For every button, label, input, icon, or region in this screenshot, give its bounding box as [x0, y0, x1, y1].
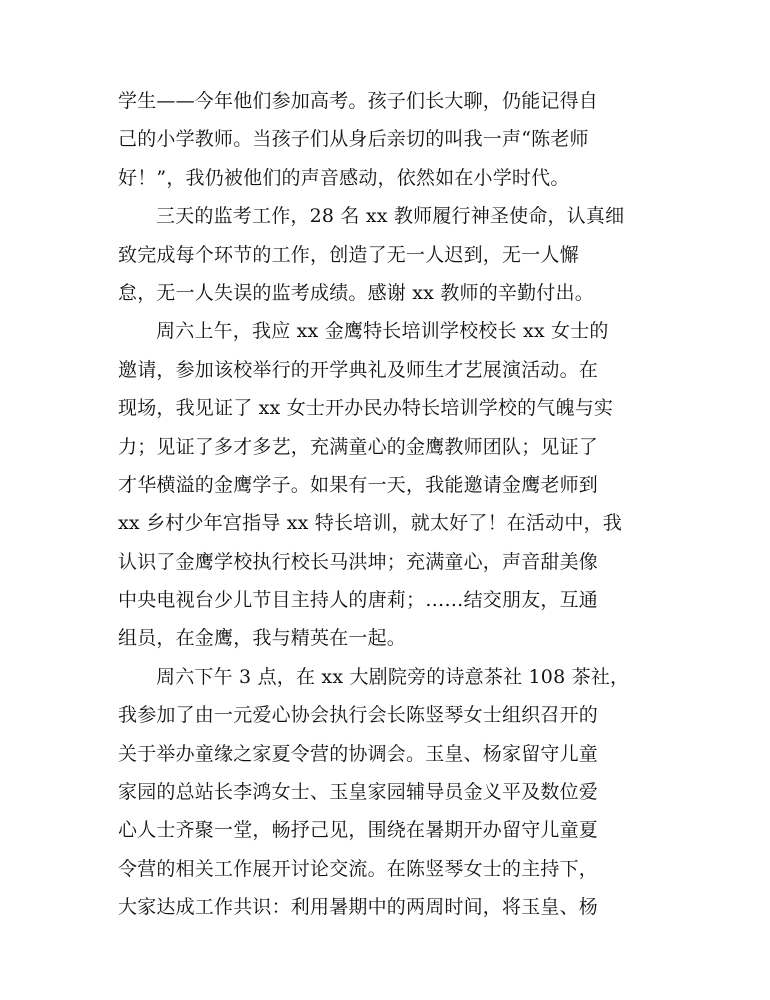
document-body	[118, 82, 658, 927]
text-line: 己的小学教师。当孩子们从身后亲切的叫我一声“陈老师	[118, 128, 589, 151]
text-line: 力；见证了多才多艺，充满童心的金鹰教师团队；见证了	[118, 435, 599, 458]
text-line: 心人士齐聚一堂，畅抒己见，围绕在暑期开办留守儿童夏	[118, 819, 599, 842]
text-line: 我参加了由一元爱心协会执行会长陈竖琴女士组织召开的	[118, 704, 599, 727]
text-line: 认识了金鹰学校执行校长马洪坤；充满童心，声音甜美像	[118, 550, 599, 573]
text-line: 组员，在金鹰，我与精英在一起。	[118, 627, 407, 650]
text-line: 大家达成工作共识：利用暑期中的两周时间，将玉皇、杨	[118, 896, 599, 919]
text-line: 周六下午 3 点，在 xx 大剧院旁的诗意茶社 108 茶社，	[156, 665, 630, 688]
text-line: 怠，无一人失误的监考成绩。感谢 xx 教师的辛勤付出。	[118, 281, 594, 304]
text-line: 令营的相关工作展开讨论交流。在陈竖琴女士的主持下，	[118, 857, 599, 880]
text-line: 学生——今年他们参加高考。孩子们长大聊，仍能记得自	[118, 90, 599, 112]
text-line: 关于举办童缘之家夏令营的协调会。玉皇、杨家留守儿童	[118, 742, 599, 765]
text-line: 才华横溢的金鹰学子。如果有一天，我能邀请金鹰老师到	[118, 473, 599, 496]
text-line: 好！”，我仍被他们的声音感动，依然如在小学时代。	[118, 166, 570, 189]
text-line: 现场，我见证了 xx 女士开办民办特长培训学校的气魄与实	[118, 397, 614, 420]
text-line: 三天的监考工作，28 名 xx 教师履行神圣使命，认真细	[156, 205, 625, 228]
text-line: 邀请，参加该校举行的开学典礼及师生才艺展演活动。在	[118, 358, 599, 381]
text-line: 周六上午，我应 xx 金鹰特长培训学校校长 xx 女士的	[156, 320, 609, 343]
text-line: xx 乡村少年宫指导 xx 特长培训，就太好了！在活动中，我	[118, 512, 622, 535]
text-line: 致完成每个环节的工作，创造了无一人迟到，无一人懈	[118, 243, 579, 266]
text-line: 家园的总站长李鸿女士、玉皇家园辅导员金义平及数位爱	[118, 781, 599, 804]
text-line: 中央电视台少儿节目主持人的唐莉；……结交朋友，互通	[118, 589, 599, 612]
